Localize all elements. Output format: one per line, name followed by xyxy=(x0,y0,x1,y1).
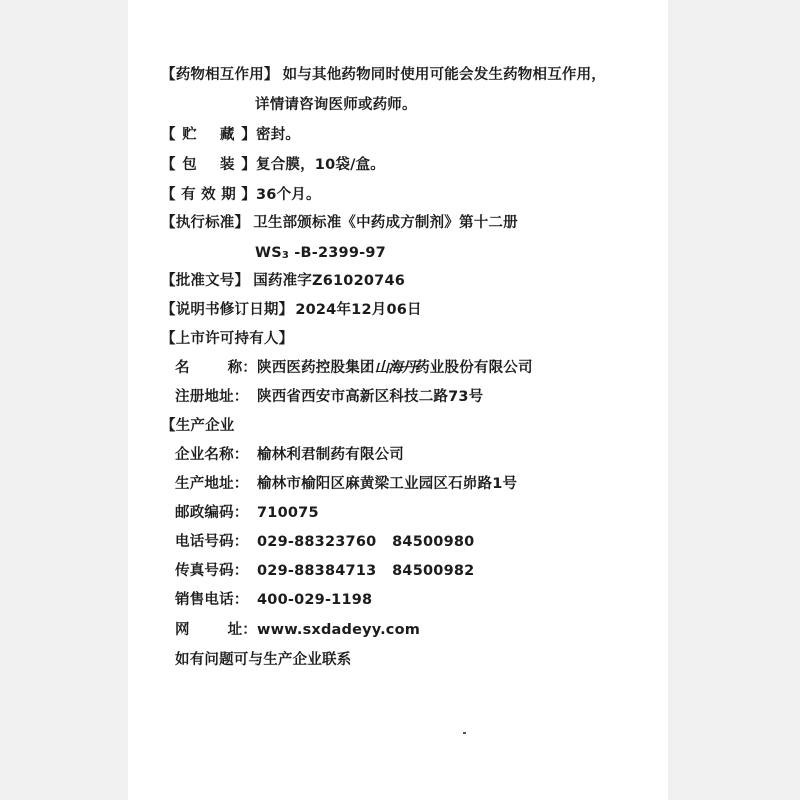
holder-address: 陕西省西安市高新区科技二路73号 xyxy=(257,389,484,405)
holder-name-row xyxy=(175,358,533,378)
phone-row xyxy=(175,532,474,552)
package-row xyxy=(161,155,385,175)
fax-row xyxy=(175,561,474,581)
package-text: 复合膜，10袋/盒。 xyxy=(256,157,385,173)
approval-label: 【批准文号】 xyxy=(161,273,250,289)
page-speck xyxy=(463,732,466,734)
website-label: 网 址： xyxy=(175,622,257,638)
sales-row xyxy=(175,590,372,610)
validity-row xyxy=(161,185,321,205)
contact-note: 如有问题可与生产企业联系 xyxy=(175,652,352,668)
revision-label: 【说明书修订日期】 xyxy=(161,302,294,318)
interactions-text: 如与其他药物同时使用可能会发生药物相互作用， xyxy=(282,67,607,83)
approval-text: 国药准字Z61020746 xyxy=(253,273,406,289)
revision-row xyxy=(161,300,422,320)
company-name: 榆林利君制药有限公司 xyxy=(257,447,404,463)
company-label: 企业名称： xyxy=(175,447,249,463)
approval-row xyxy=(161,271,405,291)
storage-row xyxy=(161,125,300,145)
standard-label: 【执行标准】 xyxy=(161,215,250,231)
holder-address-label: 注册地址： xyxy=(175,389,249,405)
standard-text: 卫生部颁标准《中药成方制剂》第十二册 xyxy=(253,215,518,231)
standard-code: WS3 -B-2399-97 xyxy=(255,245,386,261)
interactions-label: 【药物相互作用】 xyxy=(161,67,279,83)
postcode-label: 邮政编码： xyxy=(175,505,249,521)
shanhaidan-brand-mark: 山海丹 xyxy=(374,359,416,376)
holder-name-label: 名 称： xyxy=(175,360,257,376)
website-row xyxy=(175,620,420,640)
storage-text: 密封。 xyxy=(256,127,301,143)
postcode-row xyxy=(175,503,319,523)
sales-value: 400-029-1198 xyxy=(257,592,373,608)
website-value: www.sxdadeyy.com xyxy=(257,622,421,638)
validity-text: 36个月。 xyxy=(256,187,321,203)
phone-value: 029-88323760 84500980 xyxy=(257,534,475,550)
production-address-label: 生产地址： xyxy=(175,476,249,492)
sales-label: 销售电话： xyxy=(175,592,249,608)
company-row xyxy=(175,445,404,465)
production-address-row xyxy=(175,474,517,494)
interactions-row xyxy=(161,65,606,85)
phone-label: 电话号码： xyxy=(175,534,249,550)
interactions-text-cont: 详情请咨询医师或药师。 xyxy=(255,97,417,113)
holder-heading: 【上市许可持有人】 xyxy=(161,331,294,347)
manufacturer-heading: 【生产企业 xyxy=(161,418,235,434)
holder-name: 陕西医药控股集团山海丹药业股份有限公司 xyxy=(257,359,533,376)
package-label: 【 包 装 】 xyxy=(161,157,256,173)
revision-text: 2024年12月06日 xyxy=(295,302,422,318)
standard-row xyxy=(161,213,518,233)
fax-label: 传真号码： xyxy=(175,563,249,579)
storage-label: 【 贮 藏 】 xyxy=(161,127,256,143)
production-address: 榆林市榆阳区麻黄梁工业园区石峁路1号 xyxy=(257,476,518,492)
fax-value: 029-88384713 84500982 xyxy=(257,563,475,579)
holder-address-row xyxy=(175,387,483,407)
validity-label: 【 有 效 期 】 xyxy=(161,187,256,203)
postcode-value: 710075 xyxy=(257,505,319,521)
